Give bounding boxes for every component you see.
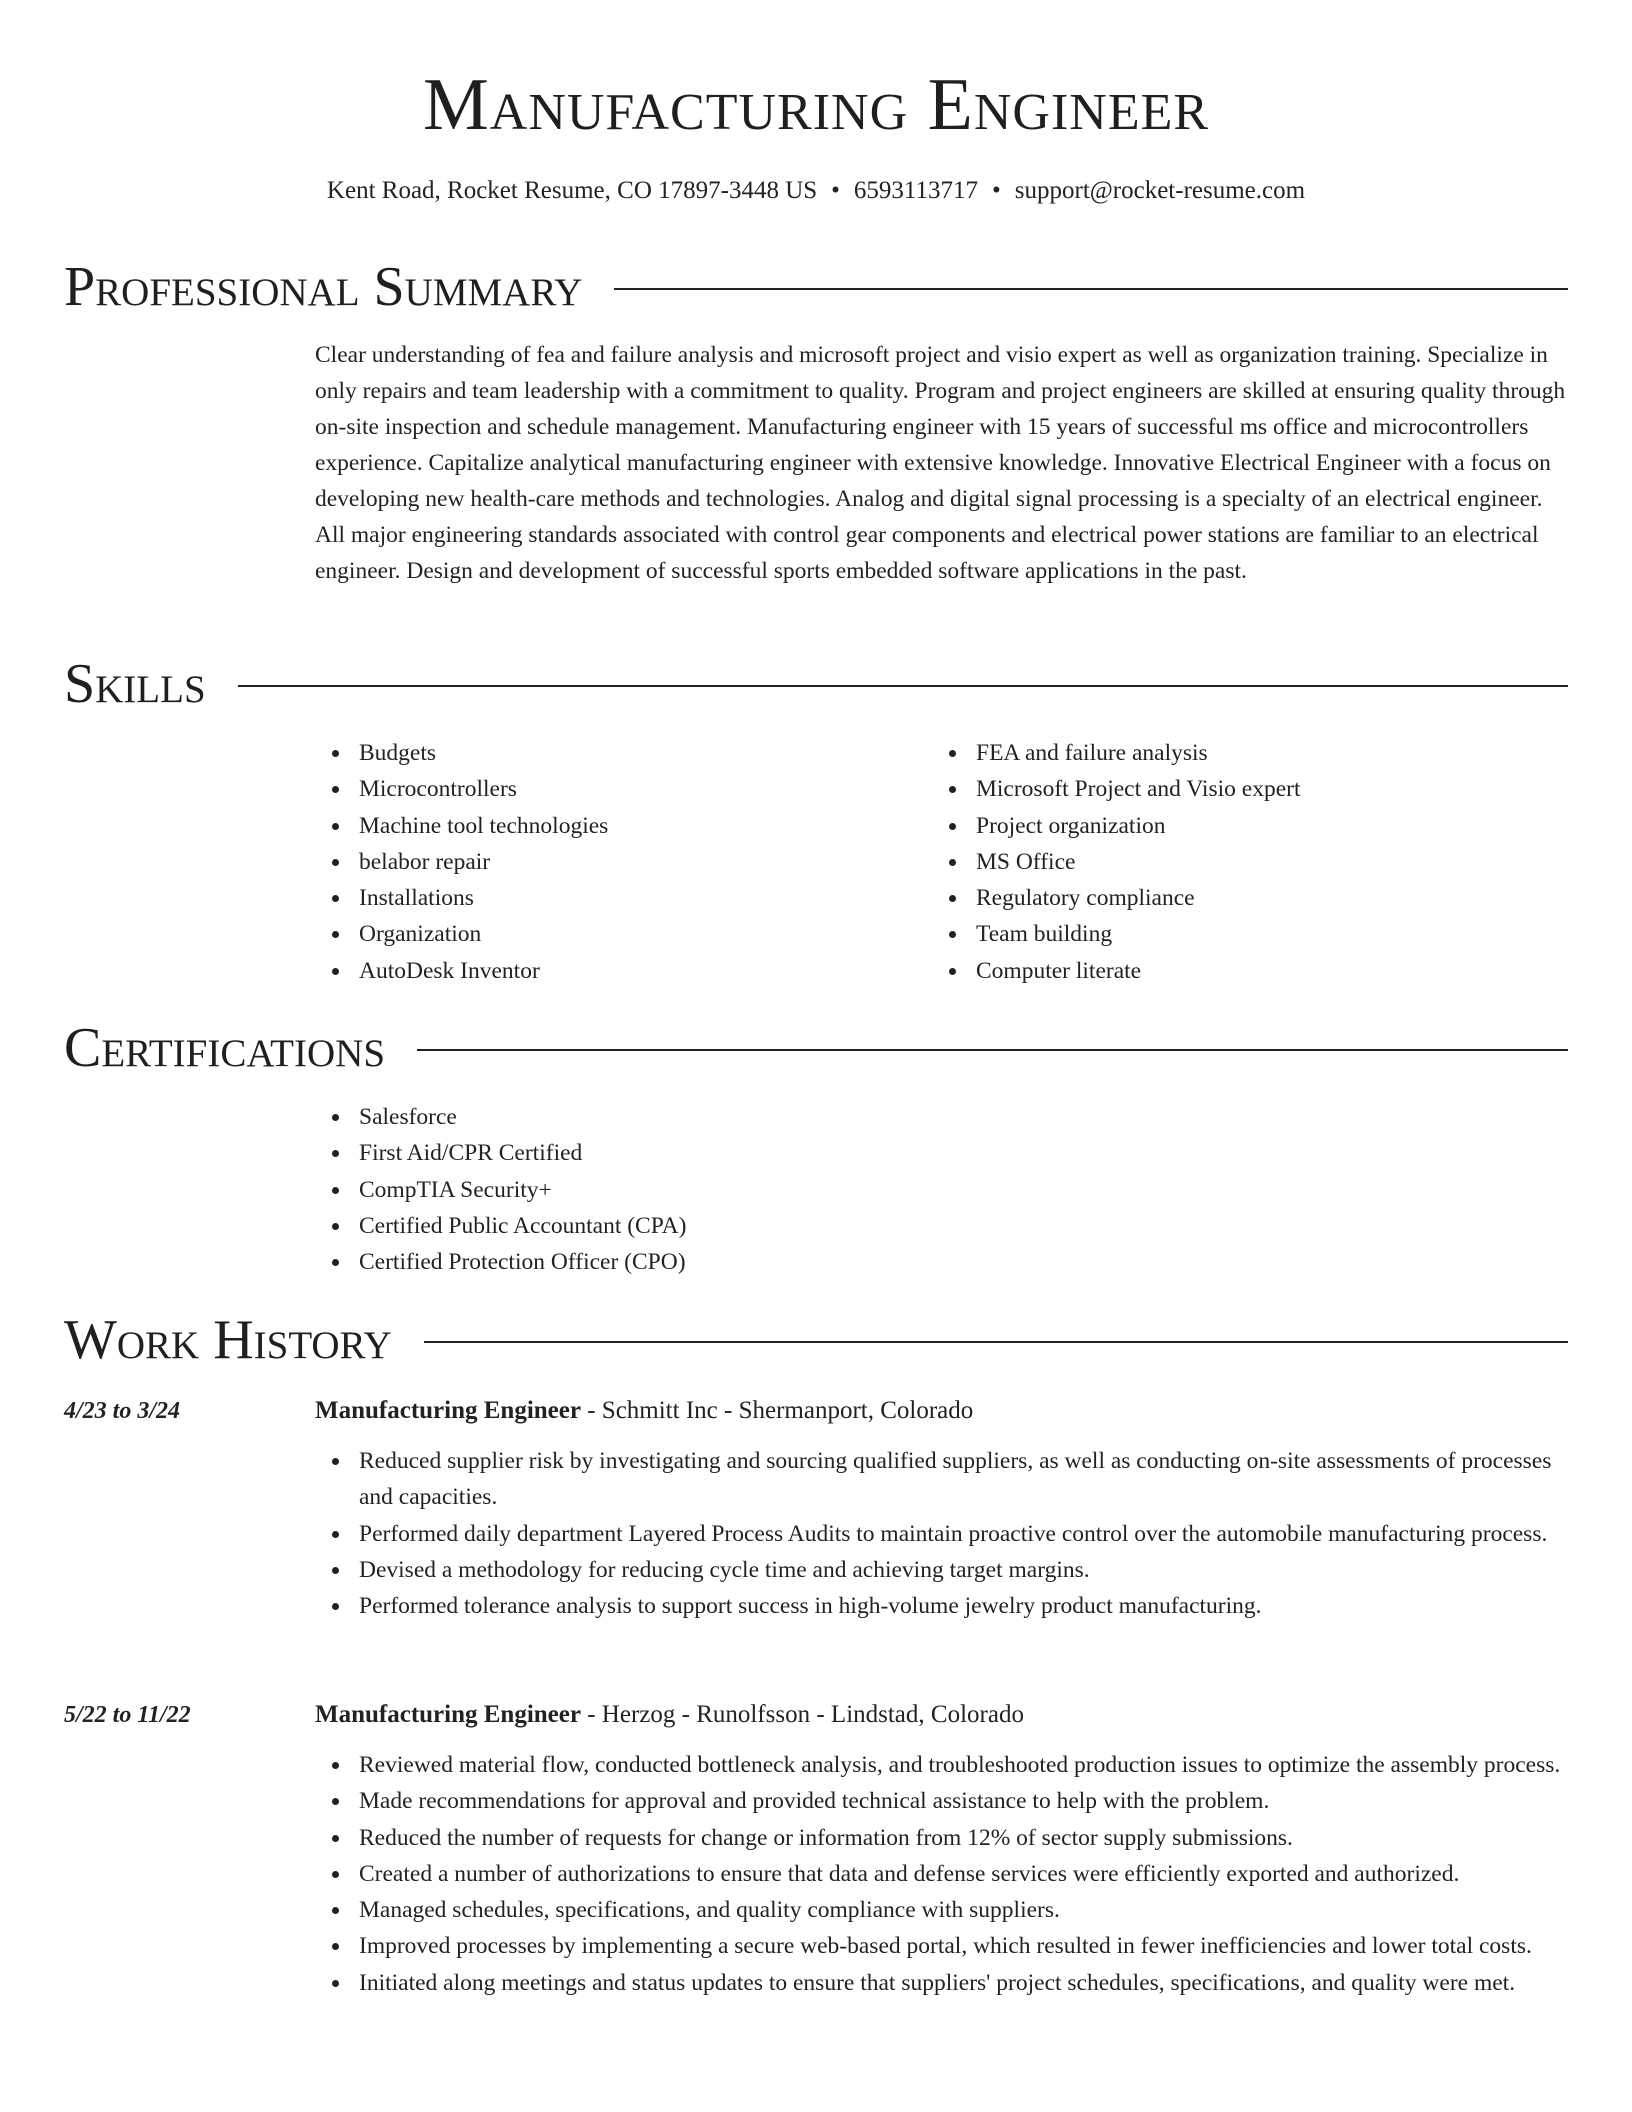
section-divider (424, 1341, 1568, 1343)
job-bullet: Created a number of authorizations to ensure that data and defense services were efficiently exported and authorized. (315, 1856, 1570, 1892)
contact-phone: 6593113717 (853, 177, 978, 204)
skill-item: MS Office (932, 844, 1549, 880)
contact-address: Kent Road, Rocket Resume, CO 17897-3448 US (326, 177, 818, 204)
skills-section-title: Skills (64, 653, 206, 715)
summary-content (315, 337, 1570, 589)
certification-item: Certified Protection Officer (CPO) (315, 1244, 1570, 1280)
work-history-section-title: Work History (64, 1309, 392, 1371)
contact-separator: • (831, 177, 840, 204)
summary-text: Clear understanding of fea and failure analysis and microsoft project and visio expert as well as organization training. Specialize in only repairs and team leadership with a commitment to quality. Program and project engineers are skilled at ensuring quality through on-site inspection and schedule management. Manufacturing engineer with 15 years of successful ms office and microcontrollers experience. Capitalize analytical manufacturing engineer with extensive knowledge. Innovative Electrical Engineer with a focus on developing new health-care methods and technologies. Analog and digital signal processing is a specialty of an electrical engineer. All major engineering standards associated with control gear components and electrical power stations are familiar to an electrical engineer. Design and development of successful sports embedded software applications in the past. (315, 342, 1566, 584)
summary-section-header (64, 254, 1568, 320)
summary-section-title: Professional Summary (64, 256, 583, 318)
job-bullet: Performed daily department Layered Process Audits to maintain proactive control over the automobile manufacturing process. (315, 1516, 1570, 1552)
skill-item: Organization (315, 916, 932, 952)
job-company-location: - Schmitt Inc - Shermanport, Colorado (580, 1397, 974, 1424)
job-bullet: Improved processes by implementing a secure web-based portal, which resulted in fewer inefficiencies and lower total costs. (315, 1928, 1570, 1964)
job-heading (315, 1697, 1570, 1733)
skills-column-right (932, 735, 1549, 989)
job-bullet: Reduced supplier risk by investigating and sourcing qualified suppliers, as well as conducting on-site assessments of processes and capacities. (315, 1443, 1570, 1516)
job-entry (315, 1393, 1570, 1624)
job-bullet: Managed schedules, specifications, and quality compliance with suppliers. (315, 1892, 1570, 1928)
certification-item: Certified Public Accountant (CPA) (315, 1208, 1570, 1244)
certifications-section-title: Certifications (64, 1017, 386, 1079)
job-bullet: Reviewed material flow, conducted bottleneck analysis, and troubleshooted production issues to optimize the assembly process. (315, 1747, 1570, 1783)
skill-item: belabor repair (315, 844, 932, 880)
skill-item: Installations (315, 880, 932, 916)
section-divider (238, 685, 1568, 687)
job-company-location: - Herzog - Runolfsson - Lindstad, Colorado (580, 1701, 1024, 1728)
skill-item: Project organization (932, 808, 1549, 844)
job-bullet: Reduced the number of requests for change or information from 12% of sector supply submissions. (315, 1820, 1570, 1856)
skill-item: FEA and failure analysis (932, 735, 1549, 771)
job-bullet: Initiated along meetings and status updates to ensure that suppliers' project schedules, specifications, and quality were met. (315, 1965, 1570, 2001)
job-dates: 5/22 to 11/22 (64, 1702, 191, 1728)
certification-item: Salesforce (315, 1099, 1570, 1135)
job-bullet: Made recommendations for approval and provided technical assistance to help with the problem. (315, 1783, 1570, 1819)
job-title: Manufacturing Engineer (315, 1397, 581, 1424)
certifications-list (315, 1099, 1570, 1280)
skills-section-header (64, 651, 1568, 717)
skills-column-left (315, 735, 932, 989)
job-entry (315, 1697, 1570, 2001)
skill-item: Microcontrollers (315, 771, 932, 807)
skill-item: Computer literate (932, 953, 1549, 989)
contact-email: support@rocket-resume.com (1014, 177, 1306, 204)
skill-item: AutoDesk Inventor (315, 953, 932, 989)
certifications-section-header (64, 1015, 1568, 1081)
contact-line (0, 175, 1632, 207)
job-bullet: Performed tolerance analysis to support success in high-volume jewelry product manufacturing. (315, 1588, 1570, 1624)
skill-item: Budgets (315, 735, 932, 771)
certification-item: CompTIA Security+ (315, 1172, 1570, 1208)
certification-item: First Aid/CPR Certified (315, 1135, 1570, 1171)
job-dates: 4/23 to 3/24 (64, 1398, 181, 1424)
skill-item: Regulatory compliance (932, 880, 1549, 916)
contact-separator: • (992, 177, 1001, 204)
job-heading (315, 1393, 1570, 1429)
skill-item: Team building (932, 916, 1549, 952)
job-bullet: Devised a methodology for reducing cycle time and achieving target margins. (315, 1552, 1570, 1588)
skills-list (315, 735, 1570, 989)
job-title: Manufacturing Engineer (315, 1701, 581, 1728)
resume-name: Manufacturing Engineer (422, 64, 1210, 146)
skill-item: Microsoft Project and Visio expert (932, 771, 1549, 807)
work-history-section-header (64, 1307, 1568, 1373)
section-divider (614, 288, 1568, 290)
section-divider (417, 1049, 1568, 1051)
skill-item: Machine tool technologies (315, 808, 932, 844)
